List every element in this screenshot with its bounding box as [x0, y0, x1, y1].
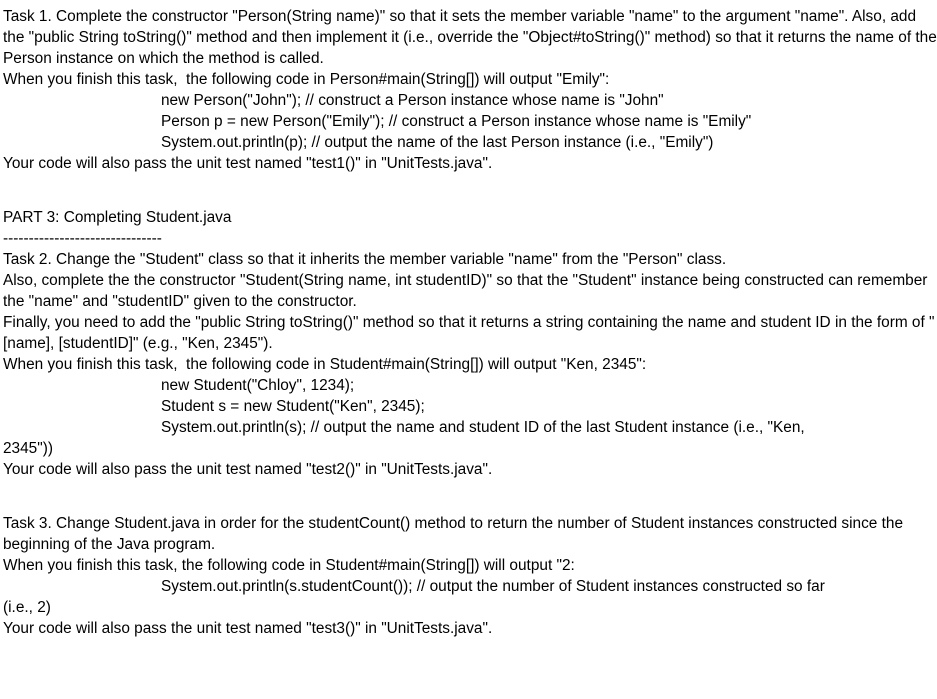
task2-code-line-1: new Student("Chloy", 1234); [161, 377, 355, 394]
task3-when: When you finish this task, the following code in Student#main(String[]) will output "2: [3, 557, 575, 574]
task1-code-line-2: Person p = new Person("Emily"); // construct a Person instance whose name is "Emily" [161, 113, 752, 130]
task1-unit-test: Your code will also pass the unit test named "test1()" in "UnitTests.java". [3, 155, 493, 172]
part3-divider: ------------------------------- [3, 230, 162, 247]
task3-code-wrap: (i.e., 2) [3, 599, 51, 616]
task2-description-2: Also, complete the the constructor "Student(String name, int studentID)" so that the "Student" instance being constructed can remember the "name" and "studentID" given to the constructor. [3, 272, 932, 310]
task1-description: Task 1. Complete the constructor "Person(String name)" so that it sets the member variable "name" to the argument "name". Also, add the "public String toString()" method and then implement it (i.e., override the "Object#toString()" method) so that it returns the name of the Person instance on which the method is called. [3, 8, 937, 67]
task3-unit-test: Your code will also pass the unit test named "test3()" in "UnitTests.java". [3, 620, 493, 637]
task1-code-line-3: System.out.println(p); // output the name of the last Person instance (i.e., "Emily") [161, 134, 714, 151]
task2-unit-test: Your code will also pass the unit test named "test2()" in "UnitTests.java". [3, 461, 493, 478]
task2-description-1: Task 2. Change the "Student" class so that it inherits the member variable "name" from the "Person" class. [3, 251, 727, 268]
task2-when: When you finish this task, the following code in Student#main(String[]) will output "Ken, 2345": [3, 356, 647, 373]
task3-description: Task 3. Change Student.java in order for the studentCount() method to return the number of Student instances constructed since the beginning of the Java program. [3, 515, 908, 553]
task2-code-line-3: System.out.println(s); // output the name and student ID of the last Student instance (i.e., "Ken, [161, 419, 805, 436]
task2-description-3: Finally, you need to add the "public String toString()" method so that it returns a string containing the name and student ID in the form of "[name], [studentID]" (e.g., "Ken, 2345"). [3, 314, 935, 352]
task1-code-line-1: new Person("John"); // construct a Person instance whose name is "John" [161, 92, 664, 109]
task2-code-wrap: 2345")) [3, 440, 53, 457]
task1-when: When you finish this task, the following code in Person#main(String[]) will output "Emily": [3, 71, 610, 88]
part3-heading: PART 3: Completing Student.java [3, 209, 232, 226]
task2-code-line-2: Student s = new Student("Ken", 2345); [161, 398, 425, 415]
task3-code-line: System.out.println(s.studentCount()); // output the number of Student instances constructed so far [161, 578, 825, 595]
